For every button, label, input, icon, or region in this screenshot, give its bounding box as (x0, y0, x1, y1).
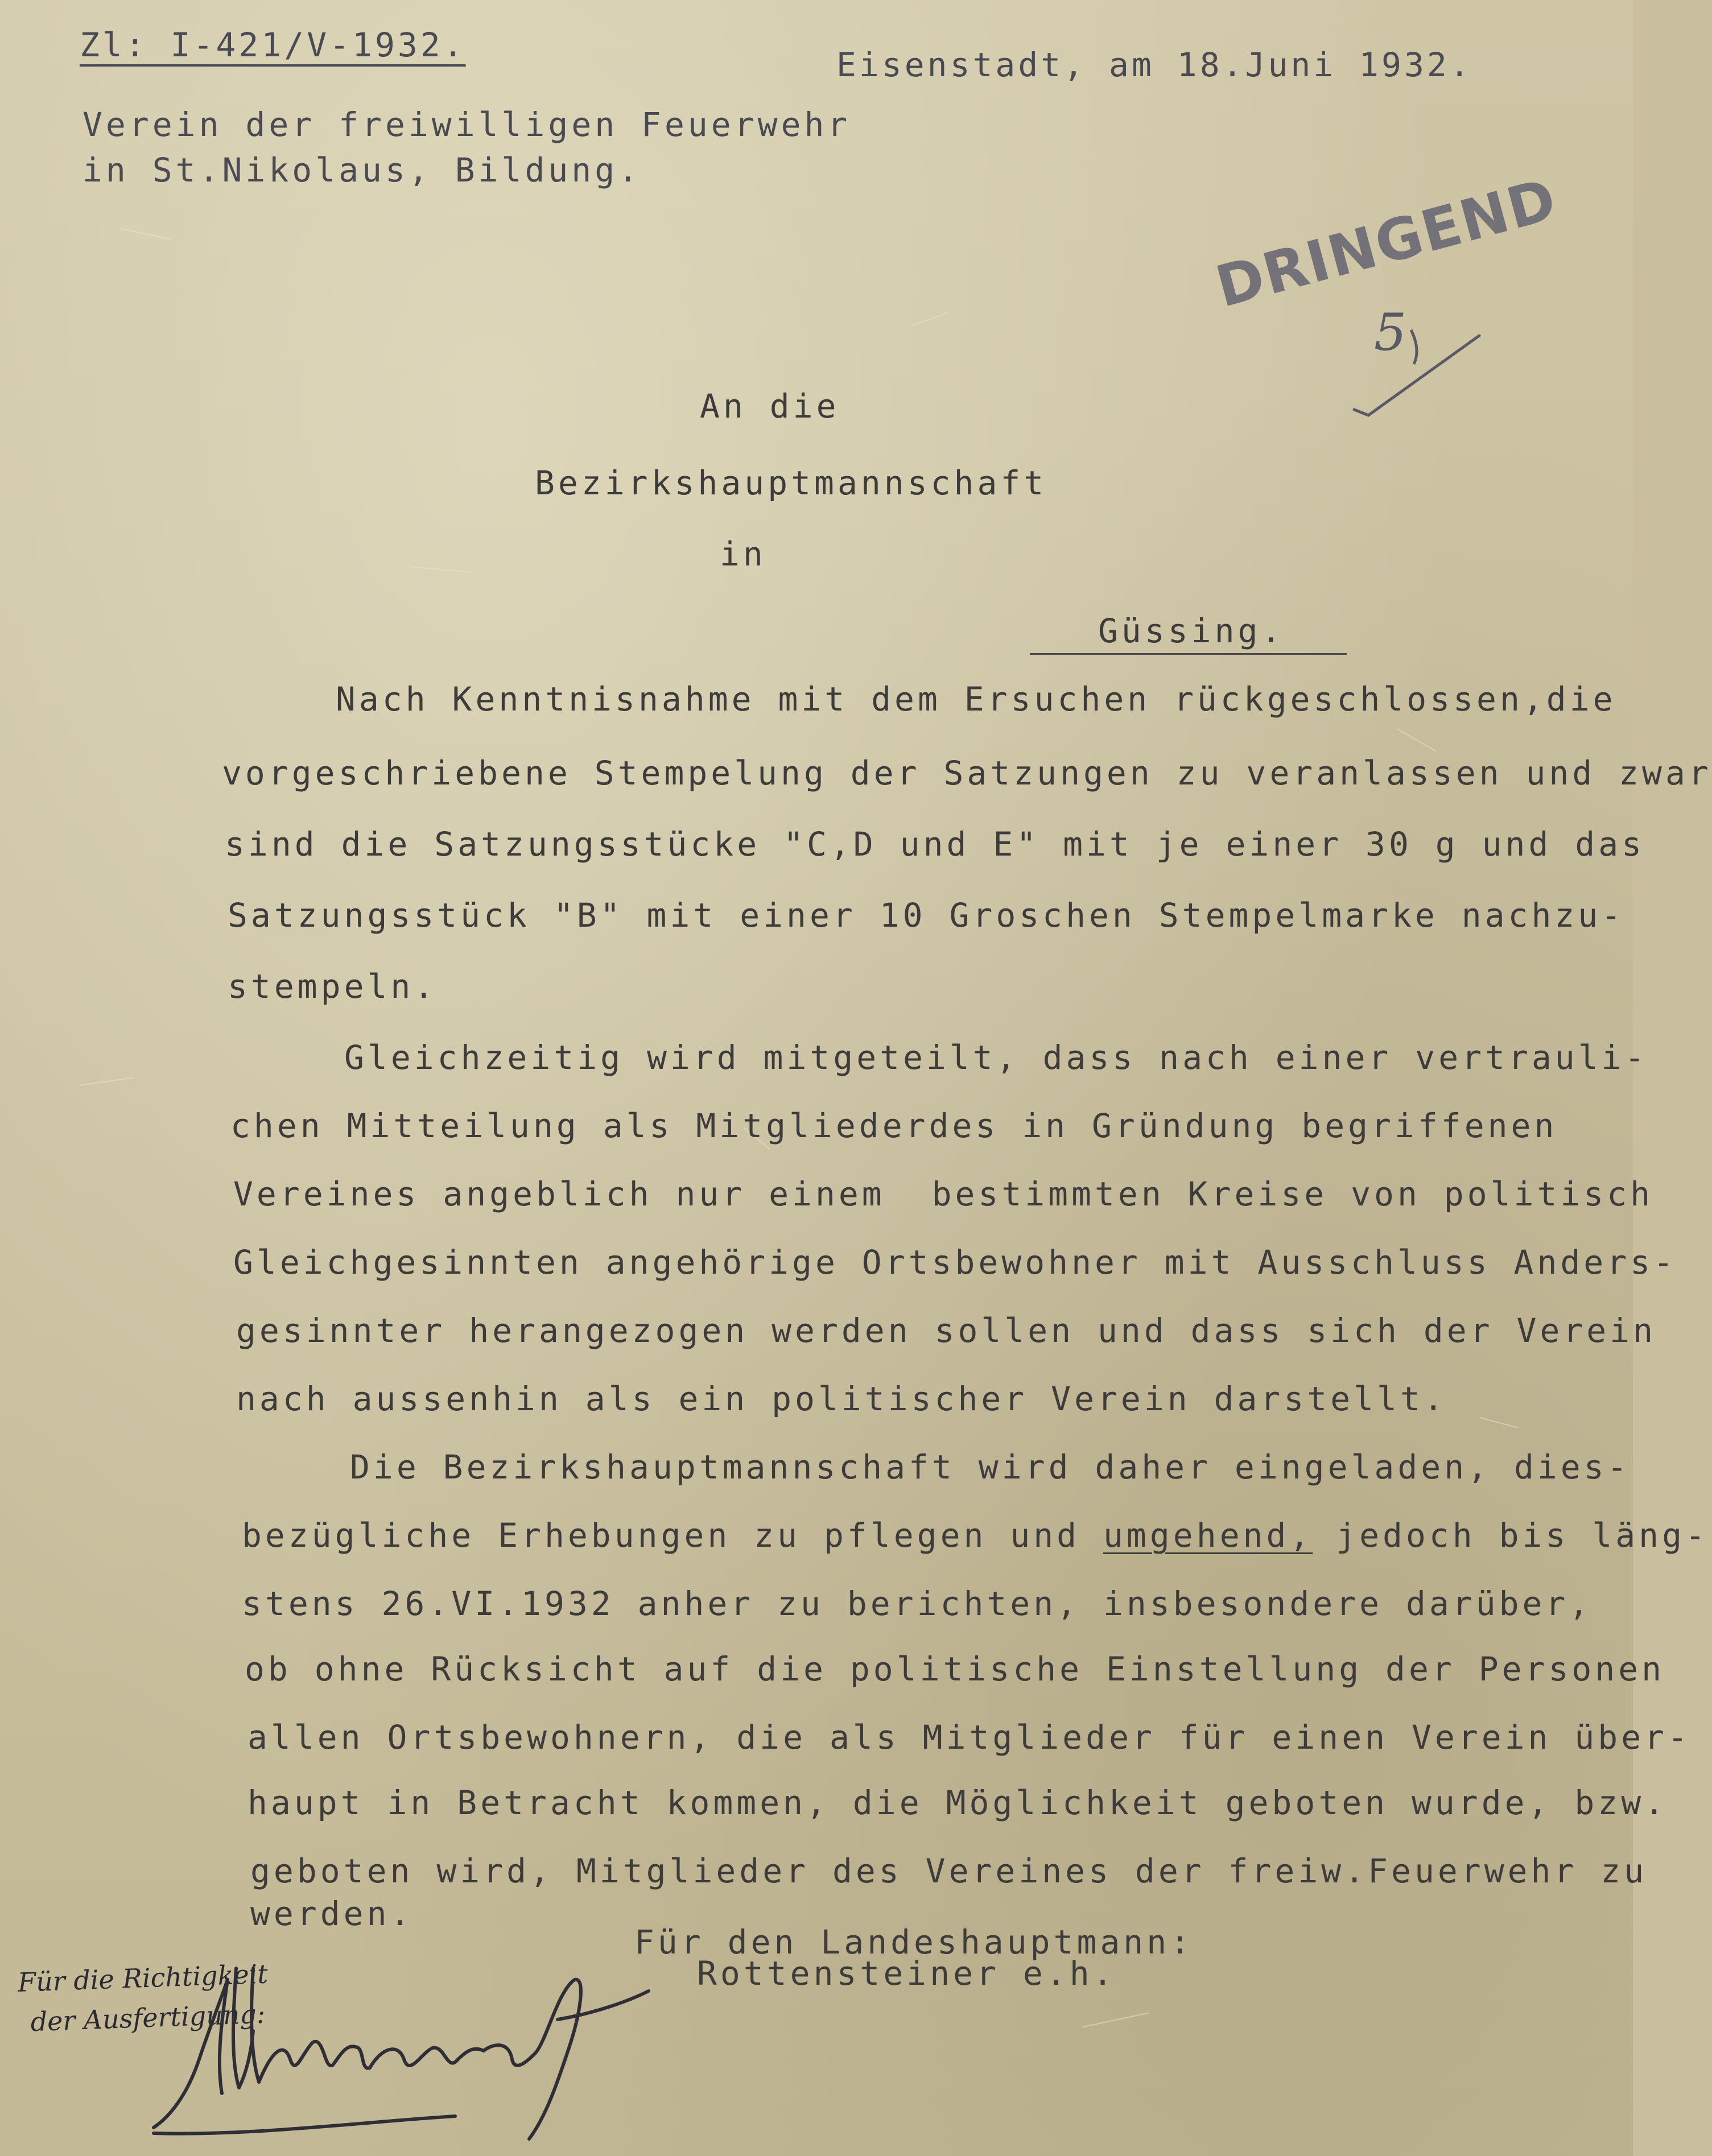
address-destination: Güssing. (1030, 614, 1347, 655)
body-line (242, 1516, 1709, 1555)
body-line: Die Bezirkshauptmannschaft wird daher eingeladen, dies- (350, 1448, 1631, 1486)
body-line: Vereines angeblich nur einem bestimmten Kreise von politisch (233, 1175, 1654, 1213)
paper-fiber (1082, 2013, 1149, 2028)
body-line: Gleichgesinnten angehörige Ortsbewohner mit Ausschluss Anders- (233, 1243, 1677, 1282)
signature-for-line: Für den Landeshauptmann: (634, 1923, 1194, 1961)
body-line: Satzungsstück "B" mit einer 10 Groschen Stempelmarke nachzu- (228, 896, 1625, 935)
body-line: werden. (250, 1894, 414, 1933)
body-line: Gleichzeitig wird mitgeteilt, dass nach einer vertrauli- (344, 1038, 1648, 1077)
body-line: chen Mitteilung als Mitgliederdes in Gründung begriffenen (230, 1106, 1558, 1145)
urgent-stamp: DRINGEND (1209, 166, 1564, 321)
body-line: allen Ortsbewohnern, die als Mitglieder für einen Verein über- (247, 1718, 1691, 1757)
body-line: nach aussenhin als ein politischer Verein darstellt. (236, 1379, 1447, 1418)
address-line: An die (700, 387, 840, 426)
body-line: ob ohne Rücksicht auf die politische Einstellung der Personen (245, 1650, 1665, 1688)
handwritten-signature (137, 1946, 706, 2156)
body-text-segment: bezügliche Erhebungen zu pflegen und (242, 1516, 1104, 1555)
body-line: stens 26.VI.1932 anher zu berichten, insbesondere darüber, (242, 1584, 1593, 1623)
handwritten-mark-5 (1348, 296, 1496, 427)
body-line: gesinnter herangezogen werden sollen und dass sich der Verein (236, 1311, 1657, 1350)
place-date: Eisenstadt, am 18.Juni 1932. (836, 46, 1472, 84)
body-line: geboten wird, Mitglieder des Vereines der freiw.Feuerwehr zu (250, 1852, 1648, 1890)
body-line: Nach Kenntnisnahme mit dem Ersuchen rückgeschlossen,die (336, 680, 1616, 718)
address-line: in (720, 535, 766, 573)
paper-fiber (911, 312, 949, 327)
signature-name-line: Rottensteiner e.h. (697, 1954, 1116, 1993)
certification-line: Für die Richtigkeit (17, 1958, 269, 1998)
certification-line: der Ausfertigung: (30, 1998, 266, 2038)
body-line: haupt in Betracht kommen, die Möglichkeit geboten wurde, bzw. (247, 1783, 1668, 1822)
paper-fiber (1480, 1417, 1519, 1428)
paper-fiber (410, 566, 472, 573)
body-line: sind die Satzungsstücke "C,D und E" mit je einer 30 g und das (225, 825, 1645, 864)
paper-fiber (1397, 728, 1437, 752)
reference-number: Zl: I-421/V-1932. (80, 26, 466, 64)
body-text-segment: jedoch bis läng- (1313, 1516, 1709, 1555)
body-line: stempeln. (228, 967, 438, 1006)
address-line: Bezirkshauptmannschaft (535, 464, 1047, 502)
paper-fiber (120, 228, 170, 240)
subject-line: Verein der freiwilligen Feuerwehr (82, 105, 851, 144)
emphasized-word: umgehend, (1103, 1516, 1313, 1555)
handwritten-number: 5 (1374, 303, 1407, 362)
paper-fiber (80, 1077, 133, 1085)
body-line: vorgeschriebene Stempelung der Satzungen zu veranlassen und zwar (222, 754, 1712, 792)
subject-line: in St.Nikolaus, Bildung. (82, 151, 642, 189)
